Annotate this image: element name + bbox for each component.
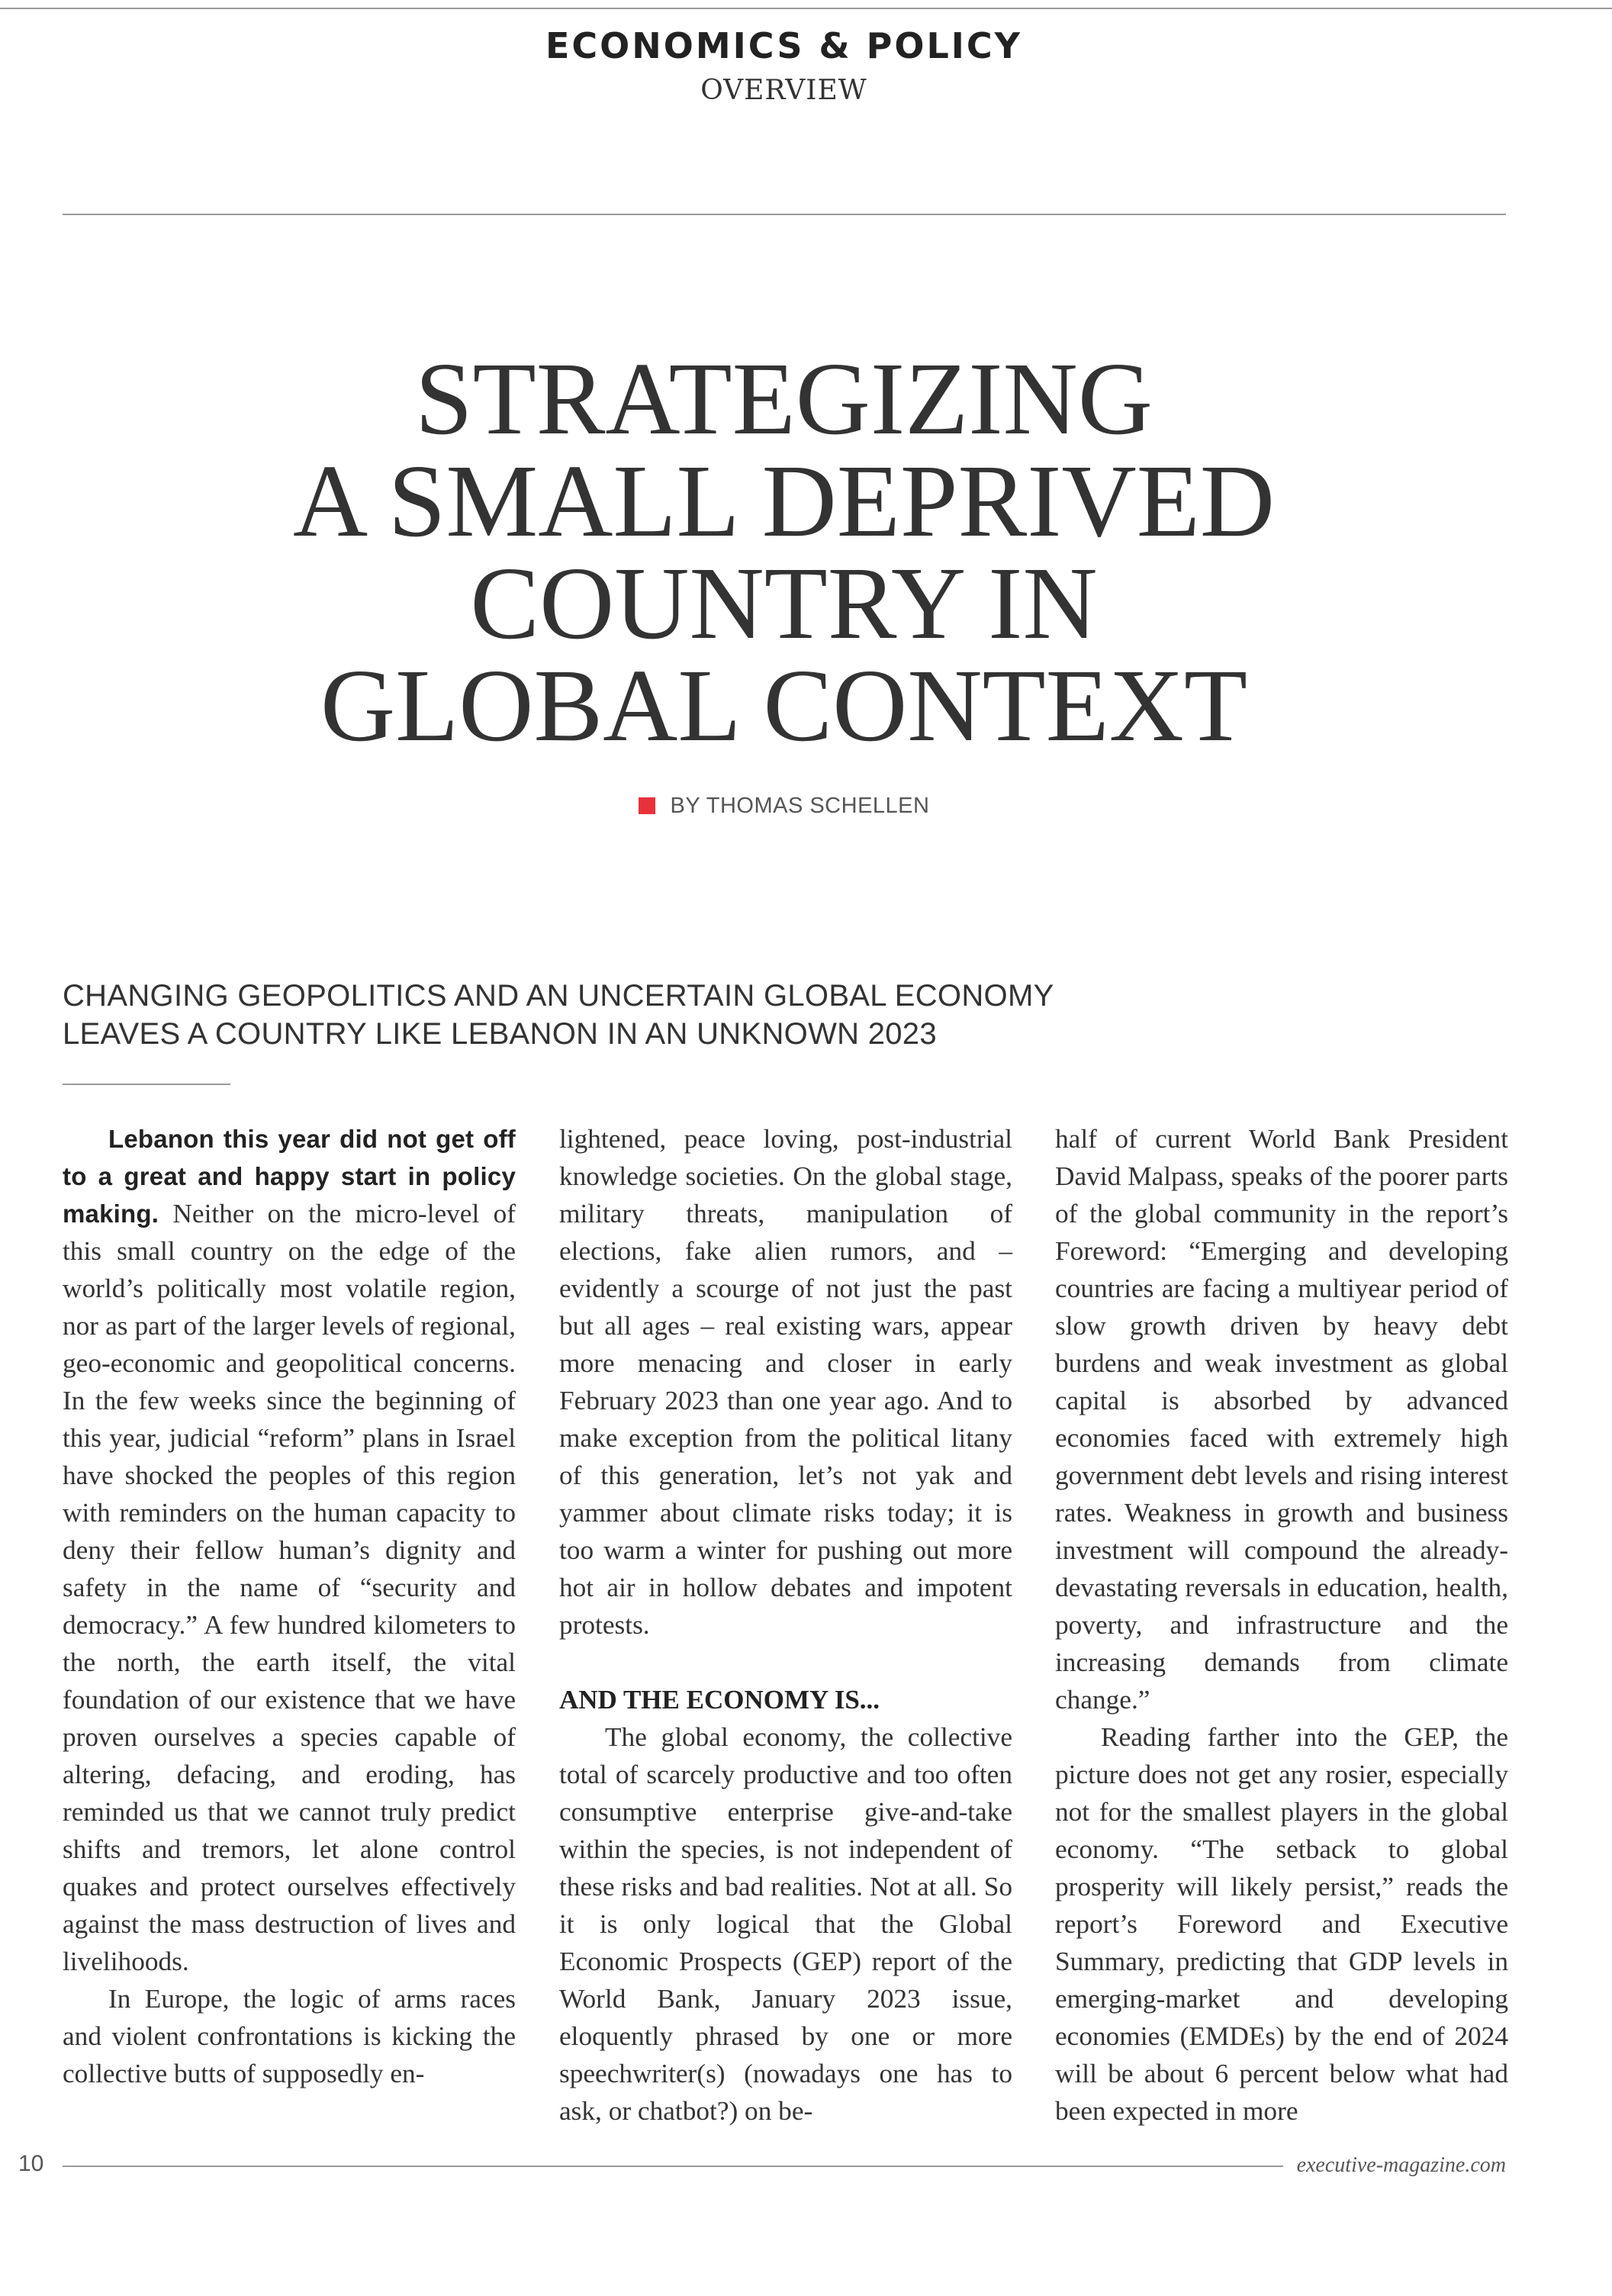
- red-square-icon: [639, 797, 655, 814]
- subsection-label: OVERVIEW: [700, 75, 867, 106]
- deck-divider: [63, 1084, 230, 1085]
- website-link[interactable]: executive-magazine.com: [1296, 2153, 1506, 2177]
- footer-divider: [63, 2166, 1283, 2167]
- column-2: [559, 1120, 1012, 2130]
- deck: [63, 977, 1131, 1053]
- deck-line: CHANGING GEOPOLITICS AND AN UNCERTAIN GLOBAL ECONOMY: [63, 979, 1054, 1013]
- column-3: [1055, 1120, 1508, 2130]
- top-rule: [0, 8, 1612, 9]
- headline-line: STRATEGIZING: [414, 342, 1153, 456]
- paragraph: The global economy, the collective total of scarcely productive and too often consumptive enterprise give-and-take within the species, is not independent of these risks and bad realities. Not at all. So it is only logical that the Global Economic Prospects (GEP) report of the World Bank, January 2023 issue, eloquently phrased by one or more speechwriter(s) (nowadays one has to ask, or chatbot?) on be-: [559, 1722, 1012, 2126]
- lead-in: Lebanon this year did not get off to a great and happy start in policy making.: [63, 1125, 516, 1228]
- column-1: [63, 1120, 516, 2092]
- headline-line: GLOBAL CONTEXT: [320, 649, 1248, 763]
- subhead: AND THE ECONOMY IS...: [559, 1685, 880, 1715]
- section-label: ECONOMICS & POLICY: [545, 25, 1022, 66]
- paragraph: [63, 1120, 516, 1980]
- headline: [0, 342, 1568, 763]
- headline-line: A SMALL DEPRIVED: [292, 444, 1276, 559]
- paragraph-text: Neither on the micro-level of this small country on the edge of the world’s politically most volatile region, nor as part of the larger levels of regional, geo-economic and geopolitical concerns. In the few weeks since the beginning of this year, judicial “reform” plans in Israel have shocked the peoples of this region with reminders on the human capacity to deny their fellow human’s dignity and safety in the name of “security and democracy.” A few hundred kilometers to the north, the earth itself, the vital foundation of our existence that we have proven ourselves a species capable of altering, defacing, and eroding, has reminded us that we cannot truly predict shifts and tremors, let alone control quakes and protect ourselves effectively against the mass destruction of lives and livelihoods.: [63, 1199, 516, 1976]
- paragraph: In Europe, the logic of arms races and violent confrontations is kicking the collective butts of supposedly en-: [63, 1984, 516, 2088]
- paragraph: Reading farther into the GEP, the picture does not get any rosier, especially not for the smallest players in the global economy. “The setback to global prosperity will likely persist,” reads the report’s Foreword and Executive Summary, predicting that GDP levels in emerging-market and developing economies (EMDEs) by the end of 2024 will be about 6 percent below what had been expected in more: [1055, 1722, 1508, 2126]
- byline: [0, 791, 1568, 821]
- page-number: 10: [18, 2151, 44, 2176]
- paragraph: lightened, peace loving, post-industrial knowledge societies. On the global stage, military threats, manipulation of elections, fake alien rumors, and – evidently a scourge of not just the past but all ages – real existing wars, appear more menacing and closer in early February 2023 than one year ago. And to make exception from the political litany of this generation, let’s not yak and yammer about climate risks today; it is too warm a winter for pushing out more hot air in hollow debates and impotent protests.: [559, 1124, 1012, 1640]
- paragraph: half of current World Bank President David Malpass, speaks of the poorer parts of the global community in the report’s Foreword: “Emerging and developing countries are facing a multiyear period of slow growth driven by heavy debt burdens and weak investment as global capital is absorbed by advanced economies faced with extremely high government debt levels and rising interest rates. Weakness in growth and business investment will compound the already-devastating reversals in education, health, poverty, and infrastructure and the increasing demands from climate change.”: [1055, 1124, 1508, 1715]
- byline-text: BY THOMAS SCHELLEN: [670, 794, 930, 818]
- header-divider: [63, 214, 1506, 215]
- deck-line: LEAVES A COUNTRY LIKE LEBANON IN AN UNKNOWN 2023: [63, 1017, 937, 1051]
- headline-line: COUNTRY IN: [470, 546, 1098, 661]
